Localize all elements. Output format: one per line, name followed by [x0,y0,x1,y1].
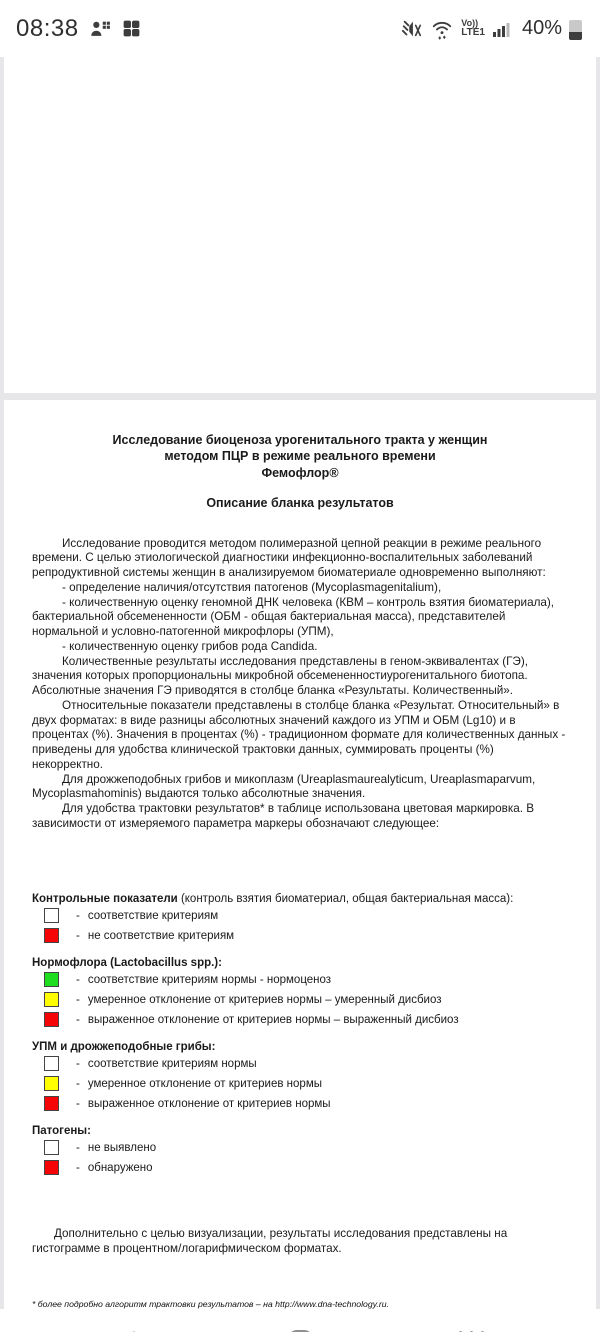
legend-item-label: умеренное отклонение от критериев нормы [87,1077,322,1090]
legend-item-label: выраженное отклонение от критериев нормы – выраженный дисбиоз [87,1013,459,1026]
pdf-viewer[interactable] [0,57,600,1309]
signal-strength-icon [492,19,512,39]
title-line-3: Фемофлор® [261,465,339,480]
color-swatch [44,1096,59,1111]
legend-item [32,1054,568,1073]
body-paragraph: Для удобства трактовки результатов* в таблице использована цветовая маркировка. В зависимости от измеряемого параметра маркеры обозначают следующее: [32,801,534,830]
legend-section-heading: Патогены: [32,1125,91,1138]
status-bar-left [16,15,142,43]
legend-item [32,1158,568,1177]
legend-section [32,893,568,945]
body-paragraph: - количественную оценку геномной ДНК человека (КВМ – контроль взятия биоматериала), бактериальной обсемененности (ОБМ - общая бактериальная масса), представителей нормальной и условно-патогенной микрофлоры (УПМ), [32,595,555,639]
legend-dash: - [76,973,80,986]
legend-dash: - [76,1077,80,1090]
android-navigation-bar [0,1309,600,1332]
legend-dash: - [76,1097,80,1110]
legend-dash: - [76,1057,80,1070]
document-body [32,537,568,832]
legend-item [32,970,568,989]
document-page-previous [4,57,596,393]
network-type-label: LTE1 [461,27,485,38]
clock: 08:38 [16,14,79,42]
legend-item-label: выраженное отклонение от критериев нормы [87,1097,331,1110]
legend-section [32,1125,568,1177]
wifi-icon [430,18,454,40]
legend-dash: - [76,1161,80,1174]
title-line-1: Исследование биоценоза урогенитального тракта у женщин [112,433,488,447]
color-swatch [44,928,59,943]
legend-section [32,1041,568,1113]
page-divider [4,393,596,400]
title-line-2: методом ПЦР в режиме реального времени [164,449,436,464]
legend-section-heading: Нормофлора (Lactobacillus spp.): [32,957,222,970]
legend-dash: - [76,929,80,942]
gift-notification-icon [121,18,142,39]
legend-item [32,1074,568,1093]
legend-dash: - [76,1013,80,1026]
legend-item-label: соответствие критериям нормы - нормоценоз [87,973,332,986]
status-bar [0,0,600,57]
status-bar-right [401,17,582,40]
legend-item-label: не выявлено [87,1141,157,1154]
body-paragraph: - количественную оценку грибов рода Candida. [62,639,318,653]
back-button[interactable] [112,1327,146,1332]
volte-network-label [461,19,485,38]
legend-section-heading: УПМ и дрожжеподобные грибы: [32,1041,216,1054]
legend-item-label: соответствие критериям нормы [87,1057,257,1070]
document-title [32,432,568,481]
body-paragraph: Относительные показатели представлены в столбце бланка «Результат. Относительный» в двух форматах: в виде разницы абсолютных значений каждого из УПМ и ОБМ (Lg10) и в процентах (%). Значения в процентах (%) - традиционном формате для количественных данных - приведены для удобства клинической трактовки данных, суммировать проценты (%) некорректно. [32,698,566,771]
body-paragraph: Исследование проводится методом полимеразной цепной реакции в режиме реального времени. С целью этиологической диагностики инфекционно-воспалительных заболеваний репродуктивной системы женщин в анализируемом биоматериале одновременно выполняют: [32,536,546,580]
legend-item-label: умеренное отклонение от критериев нормы – умеренный дисбиоз [87,993,442,1006]
color-swatch [44,972,59,987]
document-subtitle: Описание бланка результатов [206,495,394,510]
body-paragraph: - определение наличия/отсутствия патогенов (Mycoplasmagenitalium), [62,580,442,594]
legend-item [32,1010,568,1029]
footnote: * более подробно алгоритм трактовки результатов – на http://www.dna-technology.ru. [32,1298,389,1309]
color-swatch [44,1056,59,1071]
ok-app-notification-icon [89,18,111,40]
legend-section-heading: Контрольные показатели (контроль взятия биоматериал, общая бактериальная масса): [32,893,514,906]
color-swatch [44,1140,59,1155]
legend-item [32,1138,568,1157]
battery-percentage: 40% [521,17,562,39]
legend-item-label: соответствие критериям [87,909,219,922]
legend-dash: - [76,993,80,1006]
legend-item [32,990,568,1009]
color-swatch [44,992,59,1007]
legend-item [32,906,568,925]
color-swatch [44,1012,59,1027]
body-paragraph: Количественные результаты исследования представлены в геном-эквивалентах (ГЭ), значения которых пропорциональны микробной обсемененностиурогенитального биотопа. Абсолютные значения ГЭ приводятся в столбце бланка «Результаты. Количественный». [32,654,528,698]
legend-item-label: не соответствие критериям [87,929,235,942]
legend-dash: - [76,909,80,922]
legend-item [32,1094,568,1113]
legend-item [32,926,568,945]
recents-button[interactable] [454,1327,488,1332]
volte-label: Vo)) [461,18,479,28]
document-page [4,400,596,1309]
color-legend [32,893,568,1177]
color-swatch [44,1160,59,1175]
closing-paragraph: Дополнительно с целью визуализации, результаты исследования представлены на гистограмме в процентном/логарифмическом форматах. [32,1227,508,1256]
legend-dash: - [76,1141,80,1154]
body-paragraph: Для дрожжеподобных грибов и микоплазм (Ureaplasmaurealyticum, Ureaplasmaparvum, Mycoplasmahominis) выдаются только абсолютные значения. [32,772,536,801]
color-swatch [44,1076,59,1091]
mute-vibrate-icon [401,18,423,40]
legend-item-label: обнаружено [87,1161,153,1174]
color-swatch [44,908,59,923]
legend-section [32,957,568,1029]
battery-icon [569,17,582,40]
home-button[interactable] [283,1327,317,1332]
